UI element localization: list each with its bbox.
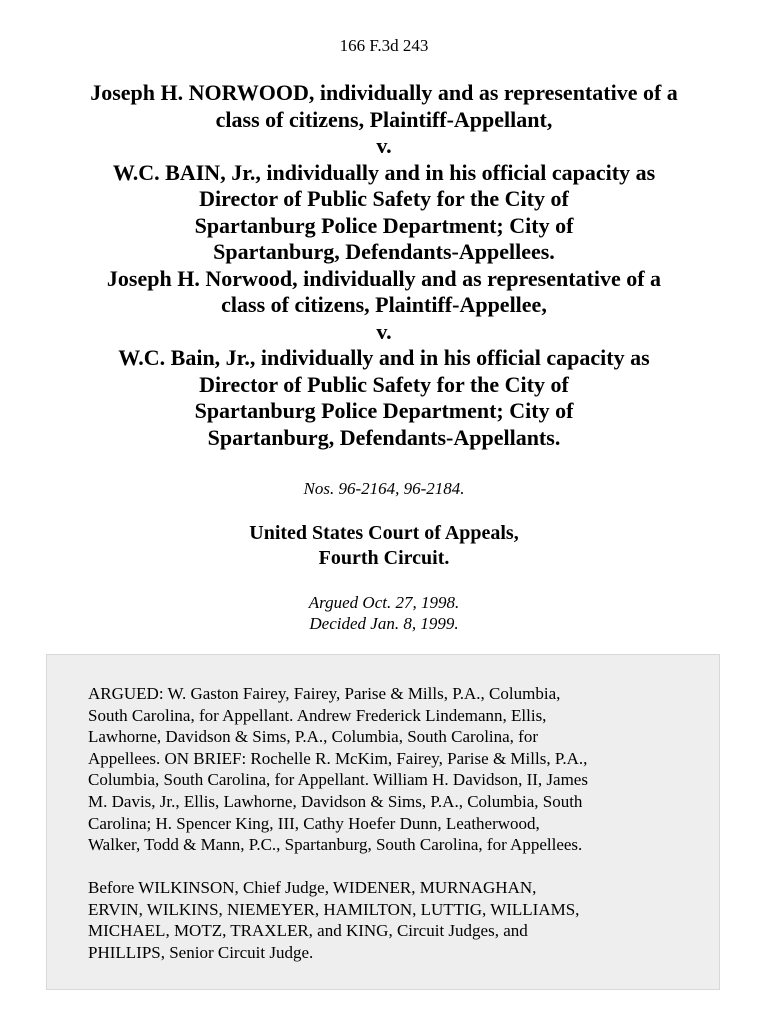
case-caption bbox=[30, 80, 738, 451]
court-name bbox=[0, 521, 768, 571]
counsel-line: Lawhorne, Davidson & Sims, P.A., Columbia, South Carolina, for bbox=[88, 727, 539, 747]
counsel-line: Appellees. ON BRIEF: Rochelle R. McKim, Fairey, Parise & Mills, P.A., bbox=[88, 748, 588, 768]
caption-line: Director of Public Safety for the City of bbox=[199, 186, 569, 211]
caption-line: Spartanburg, Defendants-Appellees. bbox=[213, 239, 555, 264]
caption-line: W.C. Bain, Jr., individually and in his official capacity as bbox=[118, 345, 650, 370]
counsel-line: South Carolina, for Appellant. Andrew Frederick Lindemann, Ellis, bbox=[88, 705, 547, 725]
panel-line: PHILLIPS, Senior Circuit Judge. bbox=[88, 942, 314, 962]
counsel-line: Carolina; H. Spencer King, III, Cathy Hoefer Dunn, Leatherwood, bbox=[88, 813, 540, 833]
panel-line: Before WILKINSON, Chief Judge, WIDENER, MURNAGHAN, bbox=[88, 878, 537, 897]
caption-versus: v. bbox=[376, 318, 392, 344]
counsel-line: Columbia, South Carolina, for Appellant. William H. Davidson, II, James bbox=[88, 770, 588, 790]
counsel-line: M. Davis, Jr., Ellis, Lawhorne, Davidson & Sims, P.A., Columbia, South bbox=[88, 791, 583, 811]
caption-versus: v. bbox=[376, 133, 392, 158]
panel-line: MICHAEL, MOTZ, TRAXLER, and KING, Circuit Judges, and bbox=[88, 921, 528, 941]
caption-line: Spartanburg Police Department; City of bbox=[194, 212, 574, 238]
caption-line: W.C. BAIN, Jr., individually and in his official capacity as bbox=[112, 159, 656, 185]
court-circuit-line: Fourth Circuit. bbox=[318, 547, 450, 569]
argued-date: Argued Oct. 27, 1998. bbox=[308, 593, 460, 612]
decided-date: Decided Jan. 8, 1999. bbox=[309, 614, 459, 633]
caption-line: class of citizens, Plaintiff-Appellant, bbox=[215, 106, 553, 132]
panel-paragraph bbox=[88, 877, 688, 963]
docket-numbers: Nos. 96-2164, 96-2184. bbox=[303, 479, 465, 498]
counsel-line: ARGUED: W. Gaston Fairey, Fairey, Parise & Mills, P.A., Columbia, bbox=[88, 684, 561, 703]
reporter-citation: 166 F.3d 243 bbox=[339, 36, 429, 55]
caption-line: Spartanburg, Defendants-Appellants. bbox=[207, 424, 561, 450]
caption-line: class of citizens, Plaintiff-Appellee, bbox=[221, 292, 547, 317]
caption-line: Director of Public Safety for the City of bbox=[199, 371, 569, 397]
case-dates bbox=[0, 592, 768, 634]
court-name-line: United States Court of Appeals, bbox=[249, 522, 519, 544]
counsel-line: Walker, Todd & Mann, P.C., Spartanburg, South Carolina, for Appellees. bbox=[88, 835, 583, 855]
caption-line: Joseph H. NORWOOD, individually and as representative of a bbox=[90, 80, 678, 105]
caption-line: Spartanburg Police Department; City of bbox=[194, 398, 574, 423]
counsel-summary-box bbox=[46, 654, 720, 990]
panel-line: ERVIN, WILKINS, NIEMEYER, HAMILTON, LUTTIG, WILLIAMS, bbox=[88, 899, 580, 919]
counsel-paragraph bbox=[88, 683, 688, 856]
caption-line: Joseph H. Norwood, individually and as representative of a bbox=[106, 265, 662, 291]
